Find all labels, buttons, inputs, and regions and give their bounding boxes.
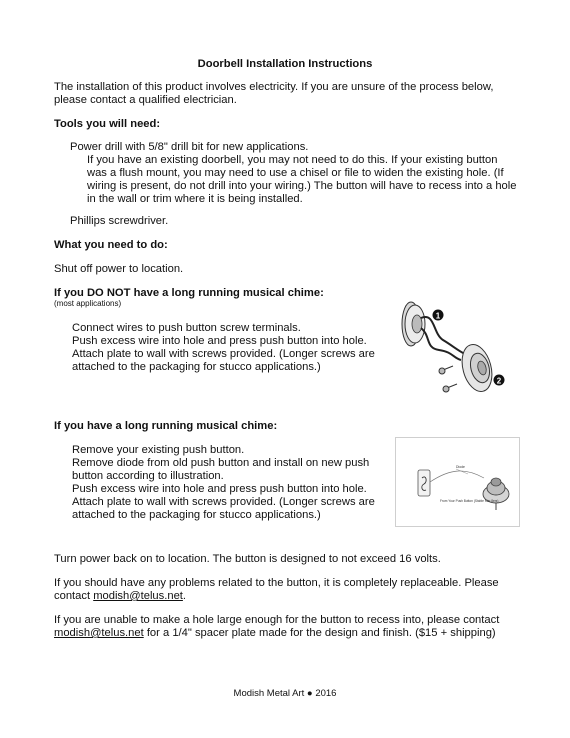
tools-heading: Tools you will need: (54, 118, 161, 130)
no-chime-heading-pre: If you (54, 287, 87, 299)
spacer-end: for a 1/4" spacer plate made for the design and finish. ($15 + shipping) (143, 627, 496, 639)
replace-paragraph (54, 577, 514, 603)
intro-text: The installation of this product involves electricity. If you are unsure of the process below, please contact a qualified electrician. (54, 81, 494, 106)
wire-label: From Your Push Button (Stable Mar 8ers) (440, 499, 499, 503)
no-chime-heading-post: have a long running musical chime: (130, 287, 324, 299)
tools-drill-note: If you have an existing doorbell, you may not need to do this. If your existing button was a flush mount, you may need to use a chisel or file to widen the existing hole. (If wiring is present, do not drill into your wiring.) The button will have to recess into a hole in the wall or trim where it is being installed. (87, 154, 517, 205)
todo-step: Shut off power to location. (54, 263, 184, 275)
chime-steps (72, 444, 382, 522)
footer-credit: Modish Metal Art ● 2016 (233, 688, 337, 699)
spacer-text: If you are unable to make a hole large enough for the button to recess into, please contact (54, 614, 500, 626)
tools-screwdriver: Phillips screwdriver. (70, 215, 169, 227)
no-chime-step-1: Connect wires to push button screw terminals. (72, 322, 301, 334)
callout-2-number: 2 (496, 376, 502, 386)
tools-drill: Power drill with 5/8" drill bit for new applications. (70, 141, 309, 153)
diode-label: Diode (456, 465, 465, 469)
replace-text: If you should have any problems related to the button, it is completely replaceable. Please contact (54, 577, 499, 602)
power-back-text: Turn power back on to location. The button is designed to not exceed 16 volts. (54, 553, 441, 565)
spacer-email-link[interactable]: modish@telus.net (54, 627, 144, 639)
push-button-illustration (395, 292, 517, 404)
chime-step-2: Remove diode from old push button and install on new push button according to illustration. (72, 457, 370, 482)
spacer-paragraph (54, 614, 514, 640)
chime-heading: If you have a long running musical chime: (54, 420, 278, 432)
page-title: Doorbell Installation Instructions (197, 58, 373, 70)
chime-step-4: Attach plate to wall with screws provided. (Longer screws are attached to the packaging for stucco applications.) (72, 496, 375, 521)
chime-step-1: Remove your existing push button. (72, 444, 245, 456)
callout-1-number: 1 (435, 311, 441, 321)
diode-illustration (395, 437, 520, 527)
no-chime-step-2: Push excess wire into hole and press push button into hole. (72, 335, 367, 347)
no-chime-heading-bold: DO NOT (86, 287, 131, 299)
no-chime-step-3: Attach plate to wall with screws provided. (Longer screws are attached to the packaging for stucco applications.) (72, 348, 375, 373)
chime-step-3: Push excess wire into hole and press push button into hole. (72, 483, 367, 495)
no-chime-steps (72, 322, 392, 374)
no-chime-sub: (most applications) (54, 299, 122, 308)
replace-email-link[interactable]: modish@telus.net (93, 590, 183, 602)
todo-heading: What you need to do: (54, 239, 168, 251)
replace-end: . (182, 590, 187, 602)
